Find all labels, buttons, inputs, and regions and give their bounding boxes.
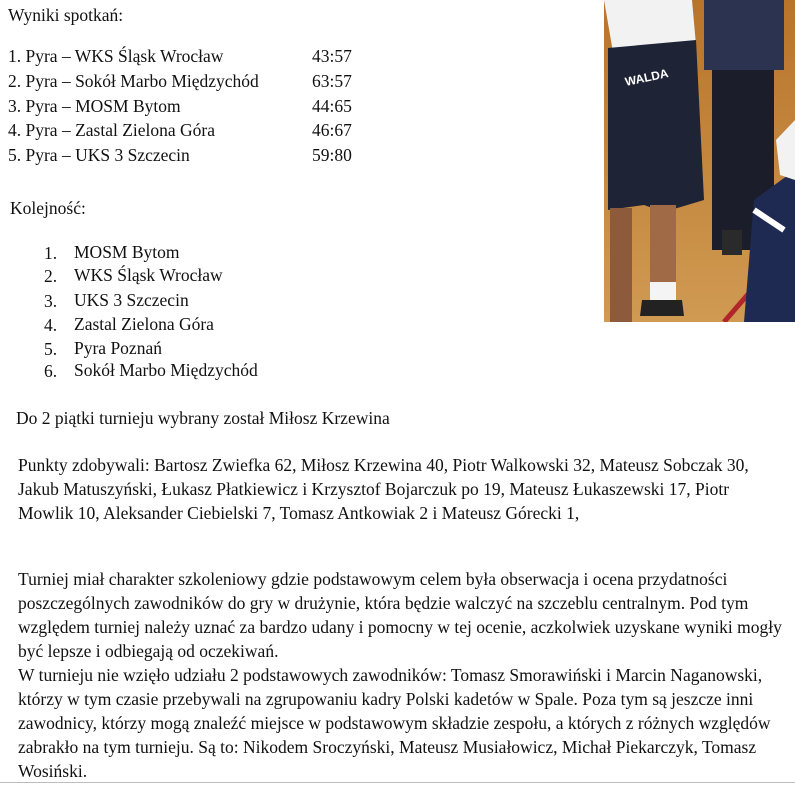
match-label: 5. Pyra – UKS 3 Szczecin xyxy=(8,145,190,165)
standings-heading: Kolejność: xyxy=(10,198,86,218)
match-label: 3. Pyra – MOSM Bytom xyxy=(8,96,181,116)
points-paragraph: Punkty zdobywali: Bartosz Zwiefka 62, Miłosz Krzewina 40, Piotr Walkowski 32, Mateusz Sobczak 30, Jakub Matuszyński, Łukasz Płatkiewicz i Krzysztof Bojarczuk po 19, Mateusz Łukaszewski 17, Piotr Mowlik 10, Aleksander Ciebielski 7, Tomasz Antkowiak 2 i Mateusz Górecki 1, xyxy=(18,455,749,523)
match-label: 2. Pyra – Sokół Marbo Międzychód xyxy=(8,71,259,91)
standing-number: 3. xyxy=(44,291,58,311)
summary-paragraph: W turnieju nie wzięło udziału 2 podstawowych zawodników: Tomasz Smorawiński i Marcin Naganowski, którzy w tym czasie przebywali na zgrupowaniu kadry Polski kadetów w Spale. Poza tym są jeszcze inni zawodnicy, którzy mogą znaleźć miejsce w podstawowym składzie zespołu, a których z różnych względów zabrakło na tym turnieju. Są to: Nikodem Sroczyński, Mateusz Musiałowicz, Michał Piekarczyk, Tomasz Wosiński. xyxy=(18,665,771,781)
match-score: 63:57 xyxy=(312,71,352,91)
mvp-text: Do 2 piątki turnieju wybrany został Miłosz Krzewina xyxy=(16,408,390,428)
standing-team: MOSM Bytom xyxy=(74,242,180,262)
standing-team: Pyra Poznań xyxy=(74,338,162,358)
standing-number: 1. xyxy=(44,243,58,263)
match-score: 59:80 xyxy=(312,145,352,165)
page-divider xyxy=(0,782,795,783)
standing-number: 5. xyxy=(44,339,58,359)
team-photo xyxy=(604,0,795,322)
match-score: 44:65 xyxy=(312,96,352,116)
summary-paragraph: Turniej miał charakter szkoleniowy gdzie podstawowym celem była obserwacja i ocena przydatności poszczególnych zawodników do gry w drużynie, która będzie walczyć na szczeblu centralnym. Pod tym względem turniej należy uznać za bardzo udany i pomocny w tej ocenie, aczkolwiek uzyskane wyniki mogły być lepsze i odbiegają od oczekiwań. xyxy=(18,569,782,661)
results-heading: Wyniki spotkań: xyxy=(8,5,124,25)
standing-number: 4. xyxy=(44,315,58,335)
shorts-logo: WALDA xyxy=(623,66,670,89)
standing-team: Sokół Marbo Międzychód xyxy=(74,360,258,380)
standing-number: 2. xyxy=(44,266,58,286)
standing-team: UKS 3 Szczecin xyxy=(74,290,189,310)
standing-number: 6. xyxy=(44,361,58,381)
match-score: 46:67 xyxy=(312,120,352,140)
match-label: 1. Pyra – WKS Śląsk Wrocław xyxy=(8,46,224,66)
standing-team: Zastal Zielona Góra xyxy=(74,314,214,334)
match-score: 43:57 xyxy=(312,46,352,66)
standing-team: WKS Śląsk Wrocław xyxy=(74,265,223,285)
match-label: 4. Pyra – Zastal Zielona Góra xyxy=(8,120,216,140)
team-photo-illustration xyxy=(604,0,795,322)
